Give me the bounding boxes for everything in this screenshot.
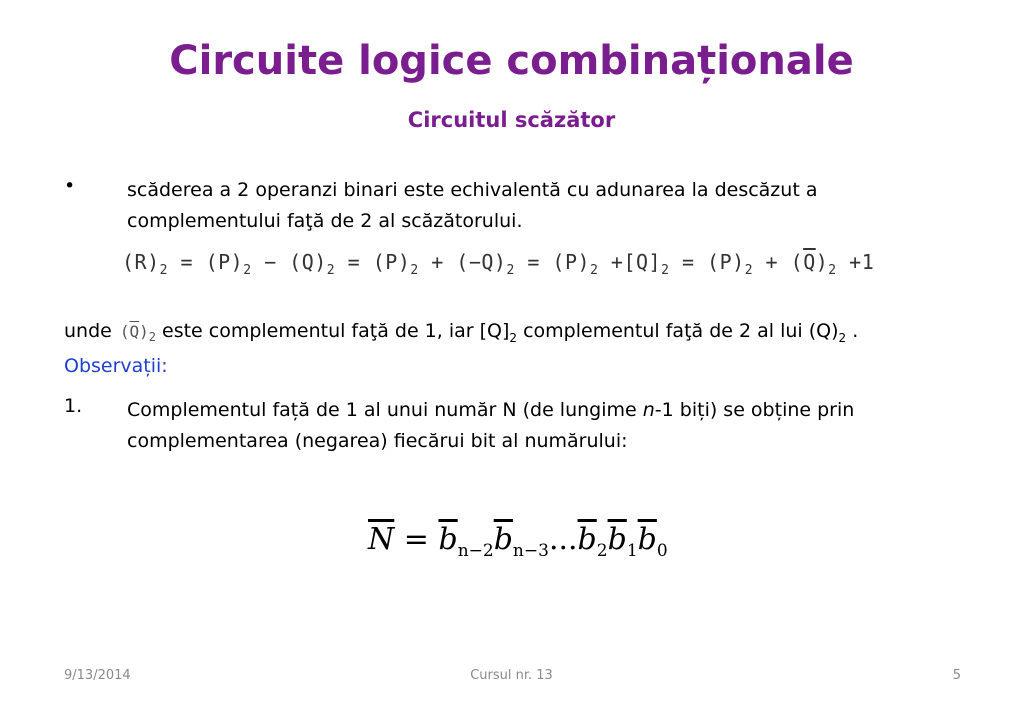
slide-title: Circuite logice combinaționale bbox=[169, 38, 854, 84]
footer-date: 9/13/2014 bbox=[64, 668, 131, 683]
q-complement-symbol: $(\overline{Q})_2$ bbox=[119, 322, 156, 345]
item-text: Complementul față de 1 al unui număr N (de lungime n-1 biți) se obține prin complementarea (negarea) fiecărui bit al numărului: bbox=[127, 399, 855, 452]
subtraction-formula: $(R)_2 = (P)_2 - (Q)_2 = (P)_2 + (-Q)_2 = (P)_2 +[Q]_2 = (P)_2 + (\overline{Q})_2 +1$ bbox=[122, 250, 875, 278]
item-number: 1. bbox=[64, 395, 83, 417]
bullet-text: scăderea a 2 operanzi binari este echivalentă cu adunarea la descăzut a complementului faţă de 2 al scăzătorului. bbox=[127, 179, 818, 232]
slide-subtitle: Circuitul scăzător bbox=[407, 108, 616, 132]
footer-page-number: 5 bbox=[952, 668, 961, 683]
unde-lead: unde bbox=[64, 320, 112, 342]
observatii-heading: Observații: bbox=[64, 355, 168, 377]
bullet-marker: • bbox=[64, 175, 76, 197]
complement-formula: $\overline{N} = \overline{b}_{n-2}\overline{b}_{n-3}...\overline{b}_2\overline{b}_1\overline{b}_0$ bbox=[368, 522, 668, 561]
footer-course: Cursul nr. 13 bbox=[470, 668, 553, 683]
unde-line: unde $(\overline{Q})_2$ este complementul faţă de 1, iar $[Q]_2$ complementul faţă de 2 al lui $(Q)_2$ . bbox=[64, 320, 859, 345]
